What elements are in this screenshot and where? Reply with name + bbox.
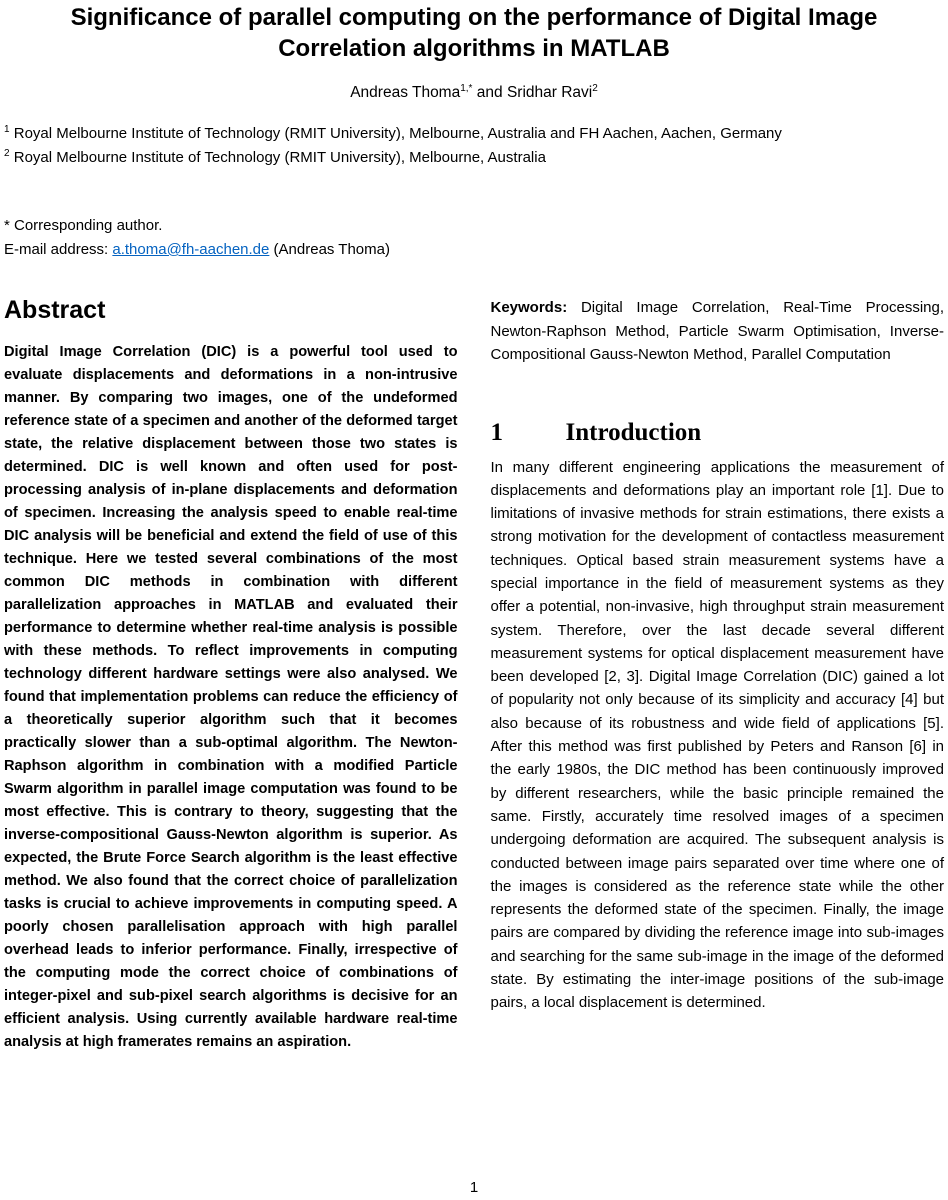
email-line — [4, 238, 944, 262]
affiliations — [4, 122, 944, 170]
affiliation-1 — [4, 122, 944, 146]
email-suffix: (Andreas Thoma) — [269, 241, 390, 258]
affiliation-2 — [4, 146, 944, 170]
page-number: 1 — [469, 1179, 479, 1196]
section-heading-introduction — [491, 419, 945, 447]
two-column-body — [4, 296, 944, 1054]
affiliation-1-superscript: 1 — [4, 124, 10, 135]
author-1-superscript: 1,* — [460, 82, 473, 94]
author-2: Sridhar Ravi — [506, 84, 593, 101]
section-number: 1 — [490, 418, 503, 446]
keywords-label: Keywords: — [490, 299, 568, 316]
keywords-text: Digital Image Correlation, Real-Time Processing, Newton-Raphson Method, Particle Swarm Optimisation, Inverse-Compositional Gauss-Newton Method, Parallel Computation — [490, 299, 944, 363]
introduction-body: In many different engineering applications the measurement of displacements and deformations play an important role [1]. Due to limitations of invasive methods for strain estimations, there exists a strong motivation for the development of contactless measurement techniques. Optical based strain measurement systems have a special importance in the field of measurement systems as they offer a potential, non-invasive, high throughput strain measurement system. Therefore, over the last decade several different measurement systems for optical displacement measurement have been developed [2, 3]. Digital Image Correlation (DIC) gained a lot of popularity not only because of its simplicity and accuracy [4] but also because of its robustness and wide field of applications [5]. After this method was first published by Peters and Ranson [6] in the early 1980s, the DIC method has been continuously improved by different researchers, while the basic principle remained the same. Firstly, accurately time resolved images of a specimen undergoing deformation are acquired. The subsequent analysis is conducted between image pairs separated over time where one of the images is considered as the reference state while the other represents the deformed state of the specimen. Finally, the image pairs are compared by dividing the reference image into sub-images and searching for the same sub-image in the image of the deformed state. By estimating the inter-image positions of the sub-image pairs, a local displacement is determined. — [490, 458, 944, 1012]
email-label: E-mail address: — [4, 241, 113, 258]
author-1: Andreas Thoma — [350, 84, 461, 101]
email-link[interactable]: a.thoma@fh-aachen.de — [112, 241, 270, 258]
keywords-paragraph — [491, 296, 945, 367]
affiliation-2-text: Royal Melbourne Institute of Technology (RMIT University), Melbourne, Australia — [9, 149, 546, 166]
corresponding-author-note: * Corresponding author. — [4, 217, 163, 234]
right-column — [491, 296, 945, 1054]
affiliation-1-text: Royal Melbourne Institute of Technology (RMIT University), Melbourne, Australia and FH Aachen, Aachen, Germany — [9, 125, 782, 142]
abstract-body: Digital Image Correlation (DIC) is a powerful tool used to evaluate displacements and deformations in a non-intrusive manner. By comparing two images, one of the undeformed reference state of a specimen and another of the deformed target state, the relative displacement between those two states is determined. DIC is well known and often used for post-processing analysis of in-plane displacements and deformation of specimen. Increasing the analysis speed to enable real-time DIC analysis will be beneficial and extend the field of use of this technique. Here we tested several combinations of the most common DIC methods in combination with different parallelization approaches in MATLAB and evaluated their performance to determine whether real-time analysis is possible with these methods. To reflect improvements in computing technology different hardware settings were also analysed. We found that implementation problems can reduce the efficiency of a theoretically superior algorithm such that it becomes practically slower than a sub-optimal algorithm. The Newton-Raphson algorithm in combination with a modified Particle Swarm algorithm in parallel image computation was found to be most effective. This is contrary to theory, suggesting that the inverse-compositional Gauss-Newton algorithm is superior. As expected, the Brute Force Search algorithm is the least effective method. We also found that the correct choice of parallelization tasks is crucial to achieve improvements in computing speed. A poorly chosen parallelisation approach with high parallel overhead leads to inferior performance. Finally, irrespective of the computing mode the correct choice of combinations of integer-pixel and sub-pixel search algorithms is decisive for an efficient analysis. Using currently available hardware real-time analysis at high framerates remains an aspiration. — [4, 344, 458, 1050]
authors-separator: and — [472, 84, 507, 101]
author-2-superscript: 2 — [592, 82, 598, 94]
left-column — [4, 296, 458, 1054]
abstract-heading: Abstract — [4, 296, 106, 324]
authors-line — [4, 84, 944, 102]
paper-title: Significance of parallel computing on the performance of Digital Image Correlation algorithms in MATLAB — [70, 4, 878, 62]
section-title: Introduction — [565, 418, 702, 446]
affiliation-2-superscript: 2 — [4, 148, 10, 159]
